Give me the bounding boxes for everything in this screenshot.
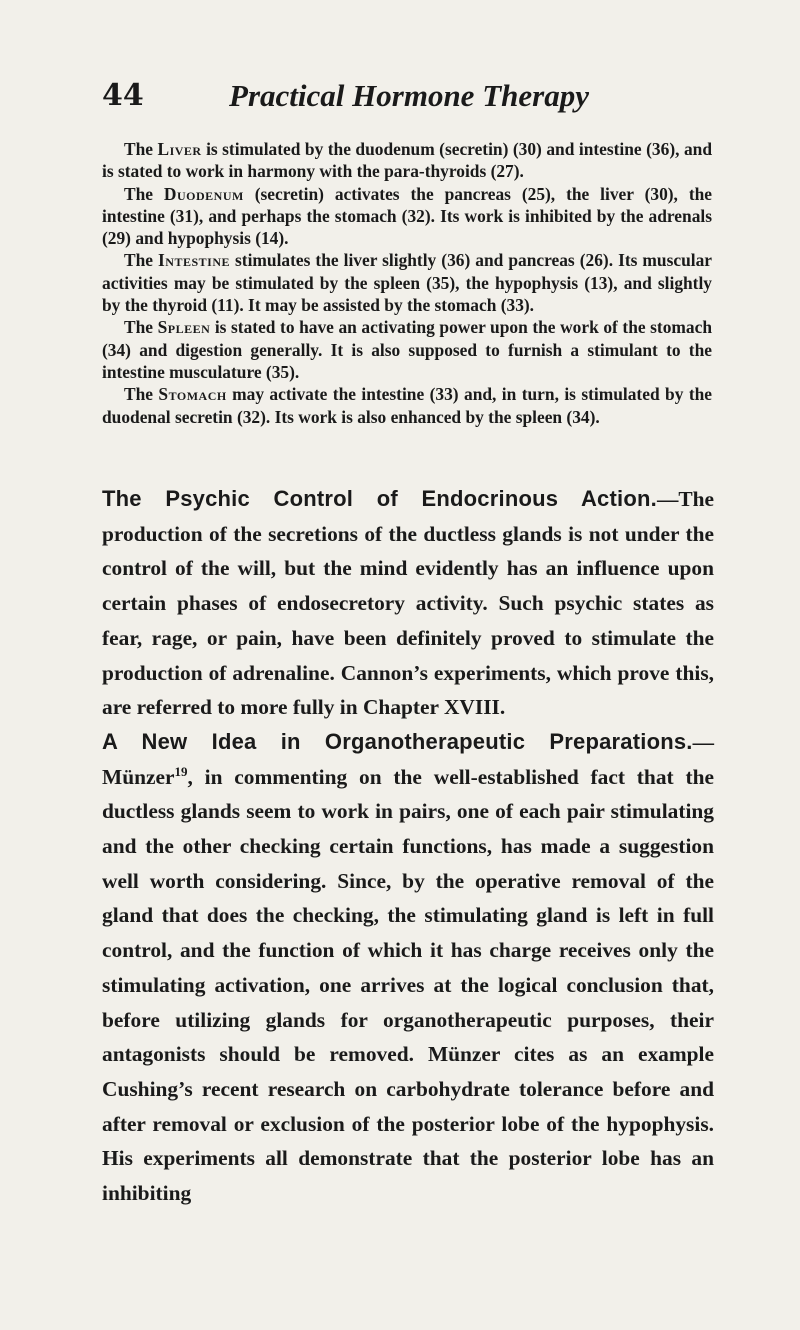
section-heading-new-idea: A New Idea in Organotherapeutic Preparations. [102, 728, 693, 754]
running-title: Practical Hormone Therapy [229, 78, 589, 113]
term-intestine: Intestine [158, 250, 230, 271]
paragraph-intestine: The Intestine stimulates the liver slightly (36) and pancreas (26). Its muscular activities may be stimulated by the spleen (35), the hypophysis (13), and slightly by the thyroid (11). It may be assisted by the stomach (33). [102, 250, 712, 316]
term-duodenum: Duodenum [163, 183, 244, 204]
paragraph-duodenum: The Duodenum (secretin) activates the pancreas (25), the liver (30), the intestine (31), and perhaps the stomach (32). Its work is inhibited by the adrenals (29) and hypophysis (14). [102, 183, 712, 249]
term-spleen: Spleen [157, 317, 211, 338]
page-header [102, 78, 716, 128]
paragraph-spleen: The Spleen is stated to have an activating power upon the work of the stomach (34) and digestion generally. It is also supposed to furnish a stimulant to the intestine musculature (35). [102, 317, 712, 382]
organ-interactions-text [102, 138, 712, 428]
section-heading-psychic-control: The Psychic Control of Endocrinous Action. [102, 486, 657, 511]
main-text [102, 482, 714, 1211]
paragraph-stomach: The Stomach may activate the intestine (33) and, in turn, is stimulated by the duodenal secretin (32). Its work is also enhanced by the spleen (34). [102, 384, 713, 427]
page-number: 44 [102, 78, 144, 113]
section-psychic-control: The Psychic Control of Endocrinous Action.—The production of the secretions of the ductless glands is not under the control of the will, but the mind evidently has an influence upon certain phases of endosecretory activity. Such psychic states as fear, rage, or pain, have been definitely proved to stimulate the production of adrenaline. Cannon’s experiments, which prove this, are referred to more fully in Chapter XVIII. [102, 486, 714, 720]
author-name: Münzer [102, 764, 175, 789]
section-new-idea: A New Idea in Organotherapeutic Preparations.—Münzer$^{19}$, in commenting on the well-established fact that the ductless glands seem to work in pairs, one of each pair stimulating and the other checking certain functions, has made a suggestion well worth considering. Since, by the operative removal of the gland that does the checking, the stimulating gland is left in full control, and the function of which it has charge receives only the stimulating activation, one arrives at the logical conclusion that, before utilizing glands for organotherapeutic purposes, their antagonists should be removed. Münzer cites as an example Cushing’s recent research on carbohydrate tolerance before and after removal or exclusion of the posterior lobe of the hypophysis. His experiments all demonstrate that the posterior lobe has an inhibiting [102, 728, 714, 1206]
term-stomach: Stomach [158, 384, 227, 405]
term-liver: Liver [157, 139, 202, 159]
footnote-ref: 19 [174, 763, 188, 779]
paragraph-liver: The Liver is stimulated by the duodenum (secretin) (30) and intestine (36), and is stated to work in harmony with the para-thyroids (27). [102, 139, 712, 182]
